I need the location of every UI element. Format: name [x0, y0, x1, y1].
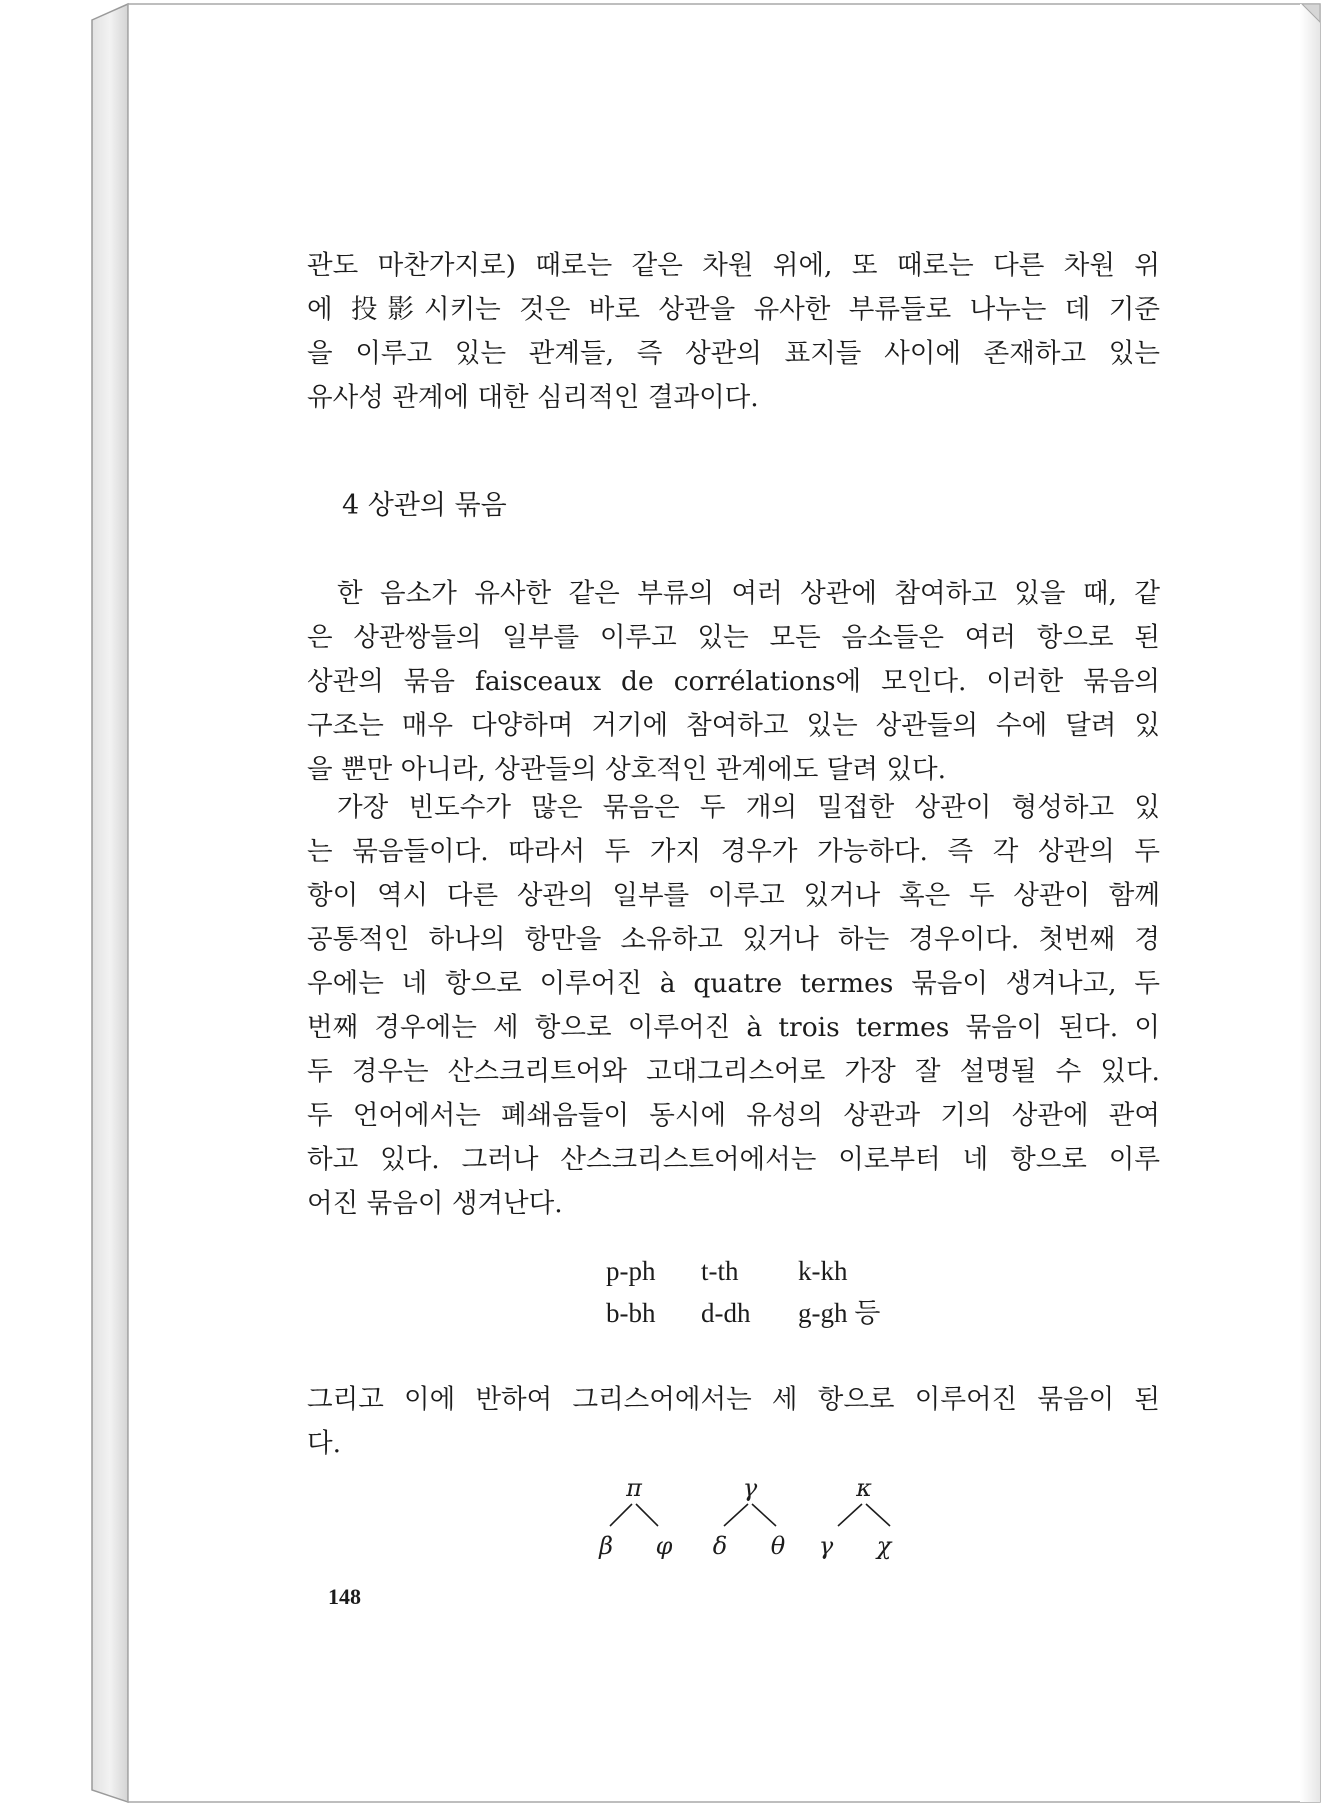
branch-line: [636, 1504, 658, 1526]
text-line: 에 投影시키는 것은 바로 상관을 유사한 부류들로 나누는 데 기준: [307, 294, 1160, 325]
greek-group: [713, 1474, 786, 1560]
greek-group: [598, 1474, 673, 1560]
branch-line: [838, 1504, 862, 1526]
series-cell: p-ph: [606, 1256, 656, 1286]
text-line: 한 음소가 유사한 같은 부류의 여러 상관에 참여하고 있을 때, 같: [337, 578, 1160, 609]
branch-line: [866, 1504, 890, 1526]
greek-top-letter: γ: [742, 1474, 758, 1502]
paragraph-2: [307, 572, 1160, 792]
section-heading: 4 상관의 묶음: [342, 490, 507, 521]
series-cell: g-gh 등: [798, 1298, 881, 1328]
text-line: 두 경우는 산스크리트어와 고대그리스어로 가장 잘 설명될 수 있다.: [307, 1056, 1160, 1087]
text-line: 번째 경우에는 세 항으로 이루어진 à trois termes 묶음이 된다. 이: [307, 1012, 1160, 1043]
paragraph-4: [307, 1378, 1160, 1466]
text-line: 가장 빈도수가 많은 묶음은 두 개의 밀접한 상관이 형성하고 있: [337, 792, 1160, 823]
page-number: 148: [328, 1584, 361, 1609]
greek-top-letter: κ: [856, 1474, 872, 1502]
text-line: 을 이루고 있는 관계들, 즉 상관의 표지들 사이에 존재하고 있는: [307, 338, 1160, 369]
branch-line: [724, 1504, 748, 1526]
text-line: 우에는 네 항으로 이루어진 à quatre termes 묶음이 생겨나고, 두: [307, 968, 1160, 999]
text-line: 하고 있다. 그러나 산스크리스트어에서는 이로부터 네 항으로 이루: [307, 1144, 1160, 1175]
text-line: 항이 역시 다른 상관의 일부를 이루고 있거나 혹은 두 상관이 함께: [307, 880, 1160, 911]
series-row: [606, 1292, 908, 1334]
text-line: 그리고 이에 반하여 그리스어에서는 세 항으로 이루어진 묶음이 된: [307, 1384, 1160, 1415]
greek-top-letter: π: [626, 1474, 642, 1502]
greek-right-letter: θ: [770, 1532, 786, 1560]
series-cell: t-th: [701, 1256, 739, 1286]
sanskrit-series-table: [606, 1250, 908, 1334]
paragraph-3: [307, 786, 1160, 1226]
text-line: 구조는 매우 다양하며 거기에 참여하고 있는 상관들의 수에 달려 있: [307, 710, 1160, 741]
greek-left-letter: δ: [712, 1532, 728, 1560]
text-line: 어진 묶음이 생겨난다.: [307, 1188, 563, 1219]
series-cell: d-dh: [701, 1298, 751, 1328]
greek-right-letter: φ: [655, 1532, 673, 1560]
greek-series-diagram: [580, 1474, 910, 1564]
text-line: 유사성 관계에 대한 심리적인 결과이다.: [307, 382, 759, 413]
greek-left-letter: β: [599, 1532, 613, 1560]
text-line: 두 언어에서는 폐쇄음들이 동시에 유성의 상관과 기의 상관에 관여: [307, 1100, 1160, 1131]
text-line: 는 묶음들이다. 따라서 두 가지 경우가 가능하다. 즉 각 상관의 두: [307, 836, 1160, 867]
branch-line: [610, 1504, 632, 1526]
text-line: 관도 마찬가지로) 때로는 같은 차원 위에, 또 때로는 다른 차원 위: [307, 250, 1160, 281]
paragraph-1: [307, 244, 1160, 420]
greek-group: [819, 1474, 893, 1560]
text-line: 을 뿐만 아니라, 상관들의 상호적인 관계에도 달려 있다.: [307, 754, 946, 785]
greek-right-letter: χ: [876, 1532, 892, 1560]
text-line: 은 상관쌍들의 일부를 이루고 있는 모든 음소들은 여러 항으로 된: [307, 622, 1160, 653]
text-line: 다.: [307, 1428, 342, 1459]
greek-left-letter: γ: [818, 1532, 834, 1560]
branch-line: [752, 1504, 776, 1526]
series-cell: b-bh: [606, 1298, 656, 1328]
series-cell: k-kh: [798, 1256, 848, 1286]
text-line: 공통적인 하나의 항만을 소유하고 있거나 하는 경우이다. 첫번째 경: [307, 924, 1160, 955]
series-row: [606, 1250, 908, 1292]
text-line: 상관의 묶음 faisceaux de corrélations에 모인다. 이러한 묶음의: [307, 666, 1160, 697]
